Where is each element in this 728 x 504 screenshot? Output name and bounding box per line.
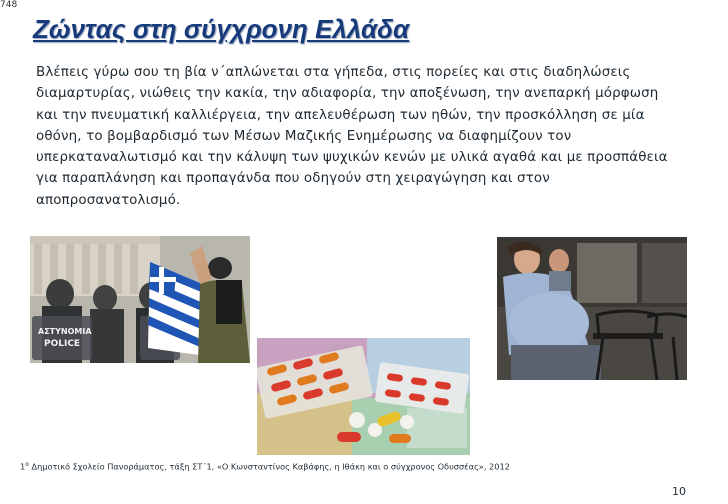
footer-text: Δημοτικό Σχολείο Πανοράματος, τάξη ΣΤ΄1, «Ο Κωνσταντίνος Καβάφης, η Ιθάκη και ο σύγχρονος Οδυσσέας», 2012 [28, 461, 510, 472]
pills-money-photo [257, 338, 470, 455]
police-shield-left [32, 316, 92, 360]
slide-id-label: 748 [0, 0, 18, 10]
footer-number: 1 [20, 461, 26, 472]
slide-footer [20, 461, 510, 472]
slide-paragraph: Βλέπεις γύρω σου τη βία ν΄απλώνεται στα γήπεδα, στις πορείες και στις διαδηλώσεις διαμαρτυρίας, νιώθεις την κακία, την αδιαφορία, την αποξένωση, την ανεπαρκή μόρφωση και την πνευματική καλλιέργεια, την απελευθέρωση των ηθών, την προσκόλληση σε μία οθόνη, το βομβαρδισμό των Μέσων Μαζικής Ενημέρωσης να διαφημίζουν τον υπερκαταναλωτισμό και την κάλυψη των ψυχικών κενών με υλικά αγαθά και με προσπάθεια για παραπλάνηση και προπαγάνδα που οδηγούν στη χειραγώγηση και στον αποπροσανατολισμό. [36, 65, 668, 208]
slide-title: Ζώντας στη σύγχρονη Ελλάδα [33, 14, 410, 44]
shield-text-astynomia: ΑΣΤΥΝΟΜΙΑ [38, 327, 92, 336]
shield-text-police: POLICE [44, 339, 81, 349]
page-number: 10 [672, 485, 686, 498]
riot-police-photo [30, 236, 250, 363]
cafe-man-photo [497, 237, 687, 380]
footer-ordinal: ο [25, 461, 29, 468]
